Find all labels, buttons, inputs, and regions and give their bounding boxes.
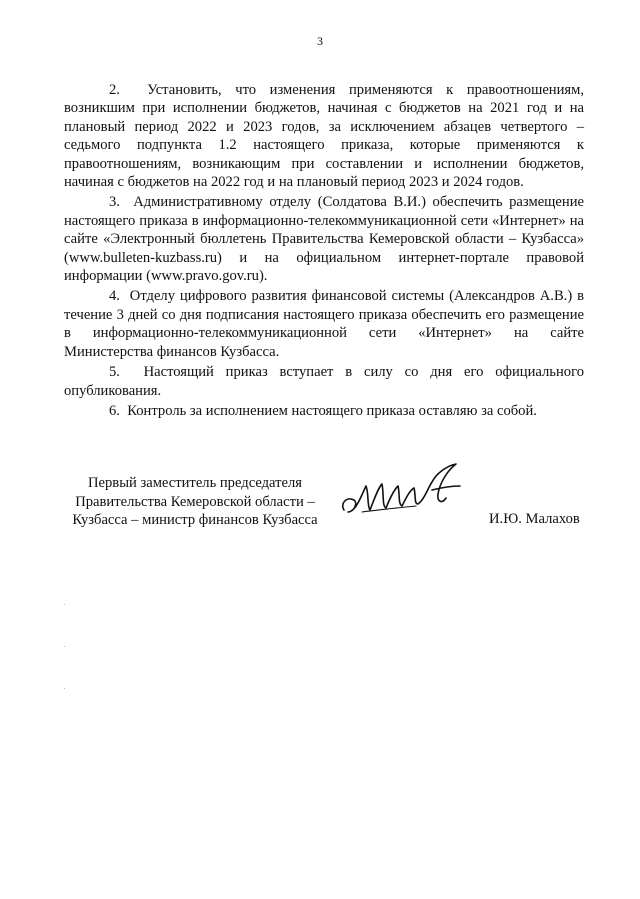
scan-speck xyxy=(64,688,65,689)
signer-position-line: Правительства Кемеровской области – xyxy=(75,493,315,510)
paragraph-4 xyxy=(64,287,584,361)
paragraph-6 xyxy=(64,402,584,420)
signer-position-line: Первый заместитель председателя xyxy=(87,475,303,491)
paragraph-5 xyxy=(64,363,584,400)
paragraph-3 xyxy=(64,193,584,285)
paragraph-text: Контроль за исполнением настоящего приказа оставляю за собой. xyxy=(127,402,537,419)
paragraph-2 xyxy=(64,81,584,191)
signer-name: И.Ю. Малахов xyxy=(489,511,580,527)
page-number: 3 xyxy=(317,34,323,48)
signer-position xyxy=(62,474,328,530)
paragraph-text: Установить, что изменения применяются к правоотношениям, возникшим при исполнении бюджетов, начиная с бюджетов на 2021 год и на плановый период 2022 и 2023 годов, за исключением абзацев четвертого – седьмого подпункта 1.2 настоящего приказа, которые применяются к правоотношениям, возникающим при составлении и исполнении бюджетов, начиная с бюджетов на 2022 год и на плановый период 2023 и 2024 годов. xyxy=(64,82,585,191)
paragraph-text: Административному отделу (Солдатова В.И.) обеспечить размещение настоящего приказа в информационно-телекоммуникационной сети «Интернет» на сайте «Электронный бюллетень Правительства Кемеровской области – Кузбасса» (www.bulleten-kuzbass.ru) и на официальном интернет-портале правовой информации (www.pravo.gov.ru). xyxy=(64,194,584,285)
paragraph-number: 2. xyxy=(109,82,120,98)
paragraph-number: 6. xyxy=(109,402,120,419)
handwritten-signature-icon xyxy=(336,460,486,524)
scan-speck xyxy=(64,604,65,605)
paragraph-number: 4. xyxy=(109,288,120,305)
signature-block xyxy=(0,474,640,534)
paragraph-text: Настоящий приказ вступает в силу со дня его официального опубликования. xyxy=(64,364,584,399)
paragraph-number: 5. xyxy=(109,364,120,381)
paragraph-number: 3. xyxy=(109,194,120,211)
order-body xyxy=(64,81,584,422)
paragraph-text: Отделу цифрового развития финансовой системы (Александров А.В.) в течение 3 дней со дня подписания настоящего приказа обеспечить его размещение в информационно-телекоммуникационной сети «Интернет» на сайте Министерства финансов Кузбасса. xyxy=(64,288,584,360)
signer-position-line: Кузбасса – министр финансов Кузбасса xyxy=(72,512,318,529)
scan-speck xyxy=(64,646,65,647)
